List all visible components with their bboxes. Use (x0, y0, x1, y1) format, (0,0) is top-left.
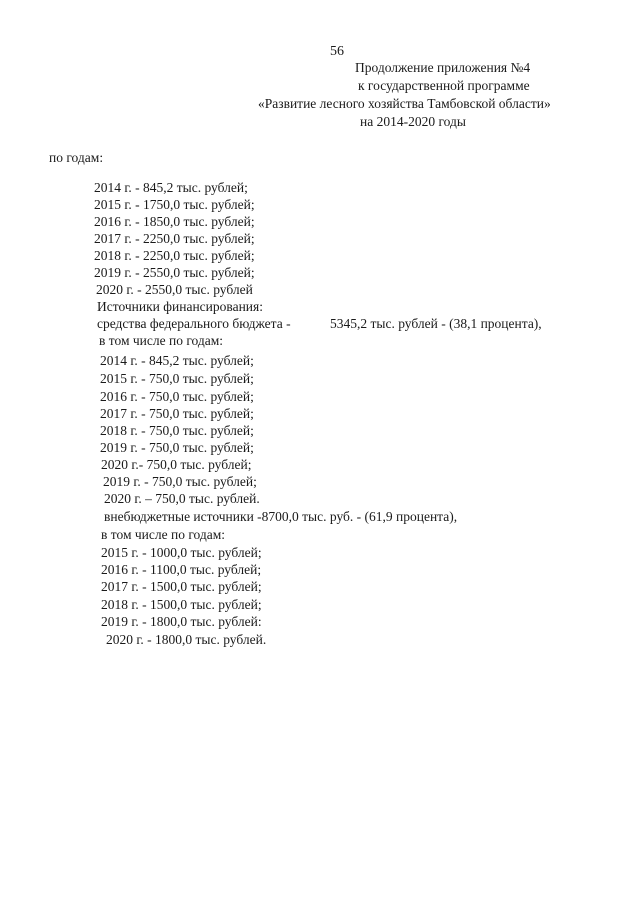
extrabudget-year-row: 2016 г. - 1100,0 тыс. рублей; (101, 562, 262, 577)
extrabudget-year-row: 2018 г. - 1500,0 тыс. рублей; (101, 597, 262, 612)
extrabudget-year-row: 2019 г. - 1800,0 тыс. рублей: (101, 614, 262, 629)
sources-heading: Источники финансирования: (97, 299, 263, 314)
federal-year-row: 2019 г. - 750,0 тыс. рублей; (103, 474, 257, 489)
extrabudget-year-row: 2015 г. - 1000,0 тыс. рублей; (101, 545, 262, 560)
header-line-4: на 2014-2020 годы (360, 114, 466, 129)
federal-year-row: 2014 г. - 845,2 тыс. рублей; (100, 353, 254, 368)
extrabudget-year-row: 2017 г. - 1500,0 тыс. рублей; (101, 579, 262, 594)
total-2014: 2014 г. - 845,2 тыс. рублей; (94, 180, 248, 195)
total-2018: 2018 г. - 2250,0 тыс. рублей; (94, 248, 255, 263)
total-2020: 2020 г. - 2550,0 тыс. рублей (96, 282, 253, 297)
total-2016: 2016 г. - 1850,0 тыс. рублей; (94, 214, 255, 229)
extrabudget-label: внебюджетные источники -8700,0 тыс. руб. - (61,9 процента), (104, 509, 458, 524)
federal-year-row: 2015 г. - 750,0 тыс. рублей; (100, 371, 254, 386)
total-2017: 2017 г. - 2250,0 тыс. рублей; (94, 231, 255, 246)
header-line-1: Продолжение приложения №4 (355, 60, 531, 75)
federal-year-row: 2017 г. - 750,0 тыс. рублей; (100, 406, 254, 421)
federal-year-row: 2016 г. - 750,0 тыс. рублей; (100, 389, 254, 404)
federal-year-row: 2019 г. - 750,0 тыс. рублей; (100, 440, 254, 455)
federal-year-row: 2018 г. - 750,0 тыс. рублей; (100, 423, 254, 438)
federal-amount: 5345,2 тыс. рублей - (38,1 процента), (330, 316, 542, 331)
extrabudget-subheading: в том числе по годам: (101, 527, 226, 542)
total-2015: 2015 г. - 1750,0 тыс. рублей; (94, 197, 255, 212)
total-2019: 2019 г. - 2550,0 тыс. рублей; (94, 265, 255, 280)
header-line-2: к государственной программе (358, 78, 530, 93)
header-line-3: «Развитие лесного хозяйства Тамбовской области» (258, 96, 551, 111)
federal-year-row: 2020 г. – 750,0 тыс. рублей. (104, 491, 260, 506)
extrabudget-year-row: 2020 г. - 1800,0 тыс. рублей. (106, 632, 267, 647)
federal-year-row: 2020 г.- 750,0 тыс. рублей; (101, 457, 252, 472)
page-number: 56 (330, 44, 344, 59)
federal-subheading: в том числе по годам: (99, 333, 224, 348)
federal-label: средства федерального бюджета - (97, 316, 291, 331)
intro-text: по годам: (49, 150, 104, 165)
